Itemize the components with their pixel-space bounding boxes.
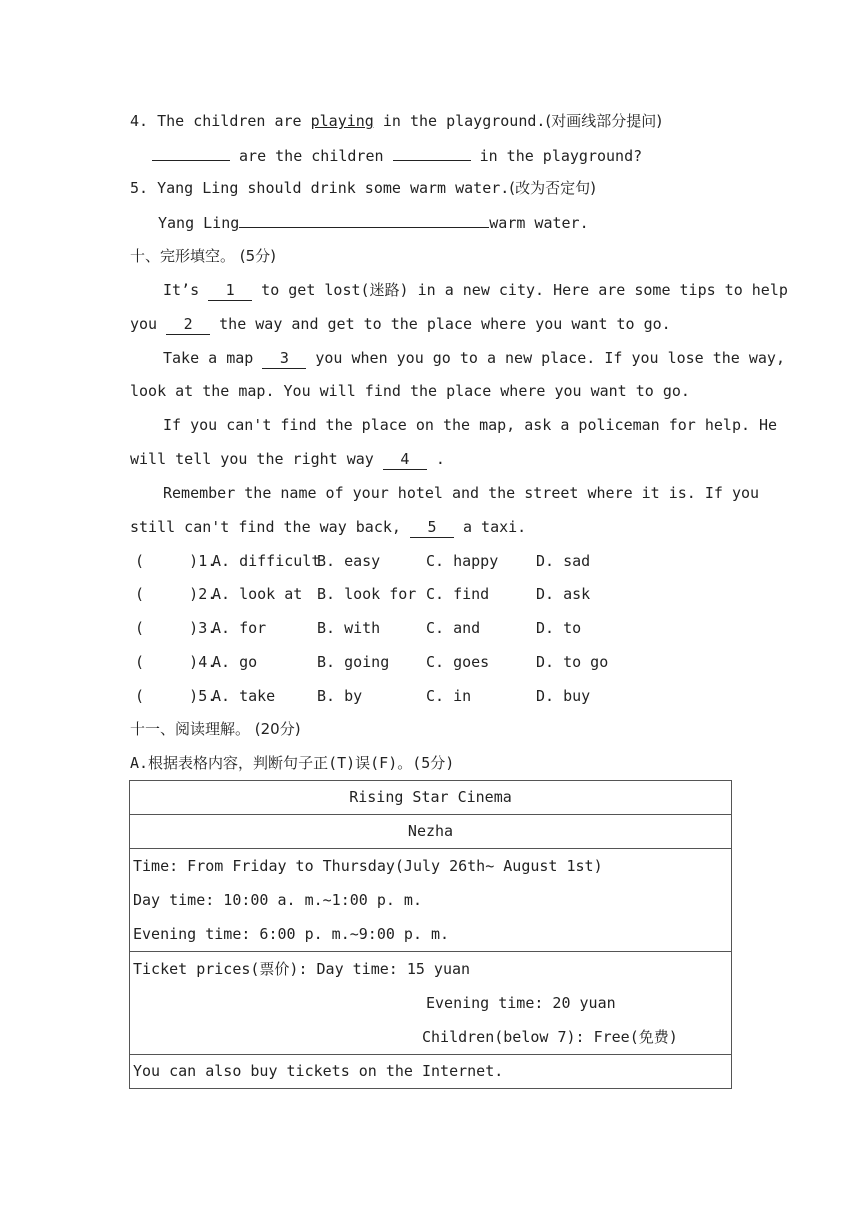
choice-option-c: C. and [426, 619, 481, 637]
cloze-line-2 [130, 314, 671, 335]
internet-note: You can also buy tickets on the Internet. [130, 1055, 732, 1089]
table-row [130, 815, 732, 849]
choice-option-b: B. with [317, 619, 381, 637]
price-cell [130, 952, 732, 1055]
table-row [130, 1055, 732, 1089]
cloze-text: still can't find the way back, [130, 518, 410, 536]
choice-option-a: A. look at [212, 585, 303, 603]
choice-option-d: D. buy [536, 687, 591, 705]
cloze-line-8 [130, 517, 526, 538]
question-4 [130, 111, 662, 131]
q5-answer-line [158, 212, 589, 233]
choice-option-a: A. take [212, 687, 276, 705]
price-day: Ticket prices(票价): Day time: 15 yuan [133, 960, 471, 978]
q5-instruction: (改为否定句) [509, 179, 597, 197]
cloze-line-3 [163, 348, 785, 369]
q4-text-end: in the playground. [373, 112, 546, 130]
cloze-text: you [130, 315, 167, 333]
cloze-line-4: look at the map. You will find the place where you want to go. [130, 382, 690, 400]
q4-text: 4. The children are [130, 112, 311, 130]
cinema-name: Rising Star Cinema [130, 781, 732, 815]
choice-option-a: A. for [212, 619, 267, 637]
cloze-line-1 [163, 280, 788, 301]
cinema-info-table [129, 780, 732, 1089]
choice-number[interactable]: ( )5. [135, 687, 217, 705]
section-11-title: 十一、阅读理解。 (20分) [130, 720, 301, 738]
choice-number[interactable]: ( )2. [135, 585, 217, 603]
cloze-blank-1[interactable]: 1 [208, 280, 252, 301]
cloze-line-6 [130, 449, 445, 470]
section-10-title: 十、完形填空。 (5分) [130, 247, 277, 265]
cloze-blank-2[interactable]: 2 [166, 314, 210, 335]
cloze-line-5: If you can't find the place on the map, ask a policeman for help. He [163, 416, 778, 434]
q4-answer-line [152, 145, 642, 166]
choice-option-b: B. by [317, 687, 363, 705]
choice-number[interactable]: ( )1. [135, 552, 217, 570]
choice-option-d: D. ask [536, 585, 591, 603]
choice-option-c: C. goes [426, 653, 490, 671]
cloze-text: . [426, 450, 445, 468]
choice-option-a: A. go [212, 653, 258, 671]
cloze-text: Take a map [163, 349, 263, 367]
choice-option-c: C. find [426, 585, 490, 603]
choice-option-c: C. happy [426, 552, 499, 570]
q4-answer-mid: are the children [230, 147, 393, 165]
q5-text: 5. Yang Ling should drink some warm water. [130, 179, 510, 197]
price-children: Children(below 7): Free(免费) [422, 1028, 678, 1046]
cloze-text: the way and get to the place where you want to go. [210, 315, 671, 333]
q4-instruction: (对画线部分提问) [545, 112, 663, 130]
cloze-text: a taxi. [453, 518, 527, 536]
choice-option-d: D. to go [536, 653, 609, 671]
q5-answer-end: warm water. [489, 214, 589, 232]
choice-option-d: D. sad [536, 552, 591, 570]
cloze-text: to get lost(迷路) in a new city. Here are some tips to help [252, 281, 788, 299]
cloze-text: will tell you the right way [130, 450, 383, 468]
choice-option-b: B. easy [317, 552, 381, 570]
q5-answer-start: Yang Ling [158, 214, 240, 232]
price-evening: Evening time: 20 yuan [426, 994, 616, 1012]
table-row [130, 952, 732, 1055]
q4-underlined-word: playing [310, 112, 374, 130]
choice-option-a: A. difficult [212, 552, 321, 570]
choice-option-b: B. going [317, 653, 390, 671]
cloze-text: It’s [163, 281, 209, 299]
time-range: Time: From Friday to Thursday(July 26th~ August 1st) [133, 857, 603, 875]
cloze-text: you when you go to a new place. If you lose the way, [306, 349, 785, 367]
choice-number[interactable]: ( )3. [135, 619, 217, 637]
movie-name: Nezha [130, 815, 732, 849]
q4-blank-2[interactable] [393, 145, 471, 161]
day-time: Day time: 10:00 a. m.~1:00 p. m. [133, 891, 422, 909]
choice-option-b: B. look for [317, 585, 417, 603]
question-5 [130, 178, 596, 198]
cloze-line-7: Remember the name of your hotel and the street where it is. If you [163, 484, 760, 502]
cloze-blank-4[interactable]: 4 [383, 449, 427, 470]
q4-blank-1[interactable] [152, 145, 230, 161]
cloze-blank-3[interactable]: 3 [262, 348, 306, 369]
evening-time: Evening time: 6:00 p. m.~9:00 p. m. [133, 925, 450, 943]
table-row [130, 781, 732, 815]
table-row [130, 849, 732, 952]
choice-option-c: C. in [426, 687, 472, 705]
q5-blank[interactable] [239, 212, 489, 228]
choice-option-d: D. to [536, 619, 582, 637]
cloze-blank-5[interactable]: 5 [410, 517, 454, 538]
time-cell [130, 849, 732, 952]
part-a-instruction: A.根据表格内容，判断句子正(T)误(F)。(5分) [130, 754, 455, 772]
choice-number[interactable]: ( )4. [135, 653, 217, 671]
q4-answer-end: in the playground? [470, 147, 643, 165]
